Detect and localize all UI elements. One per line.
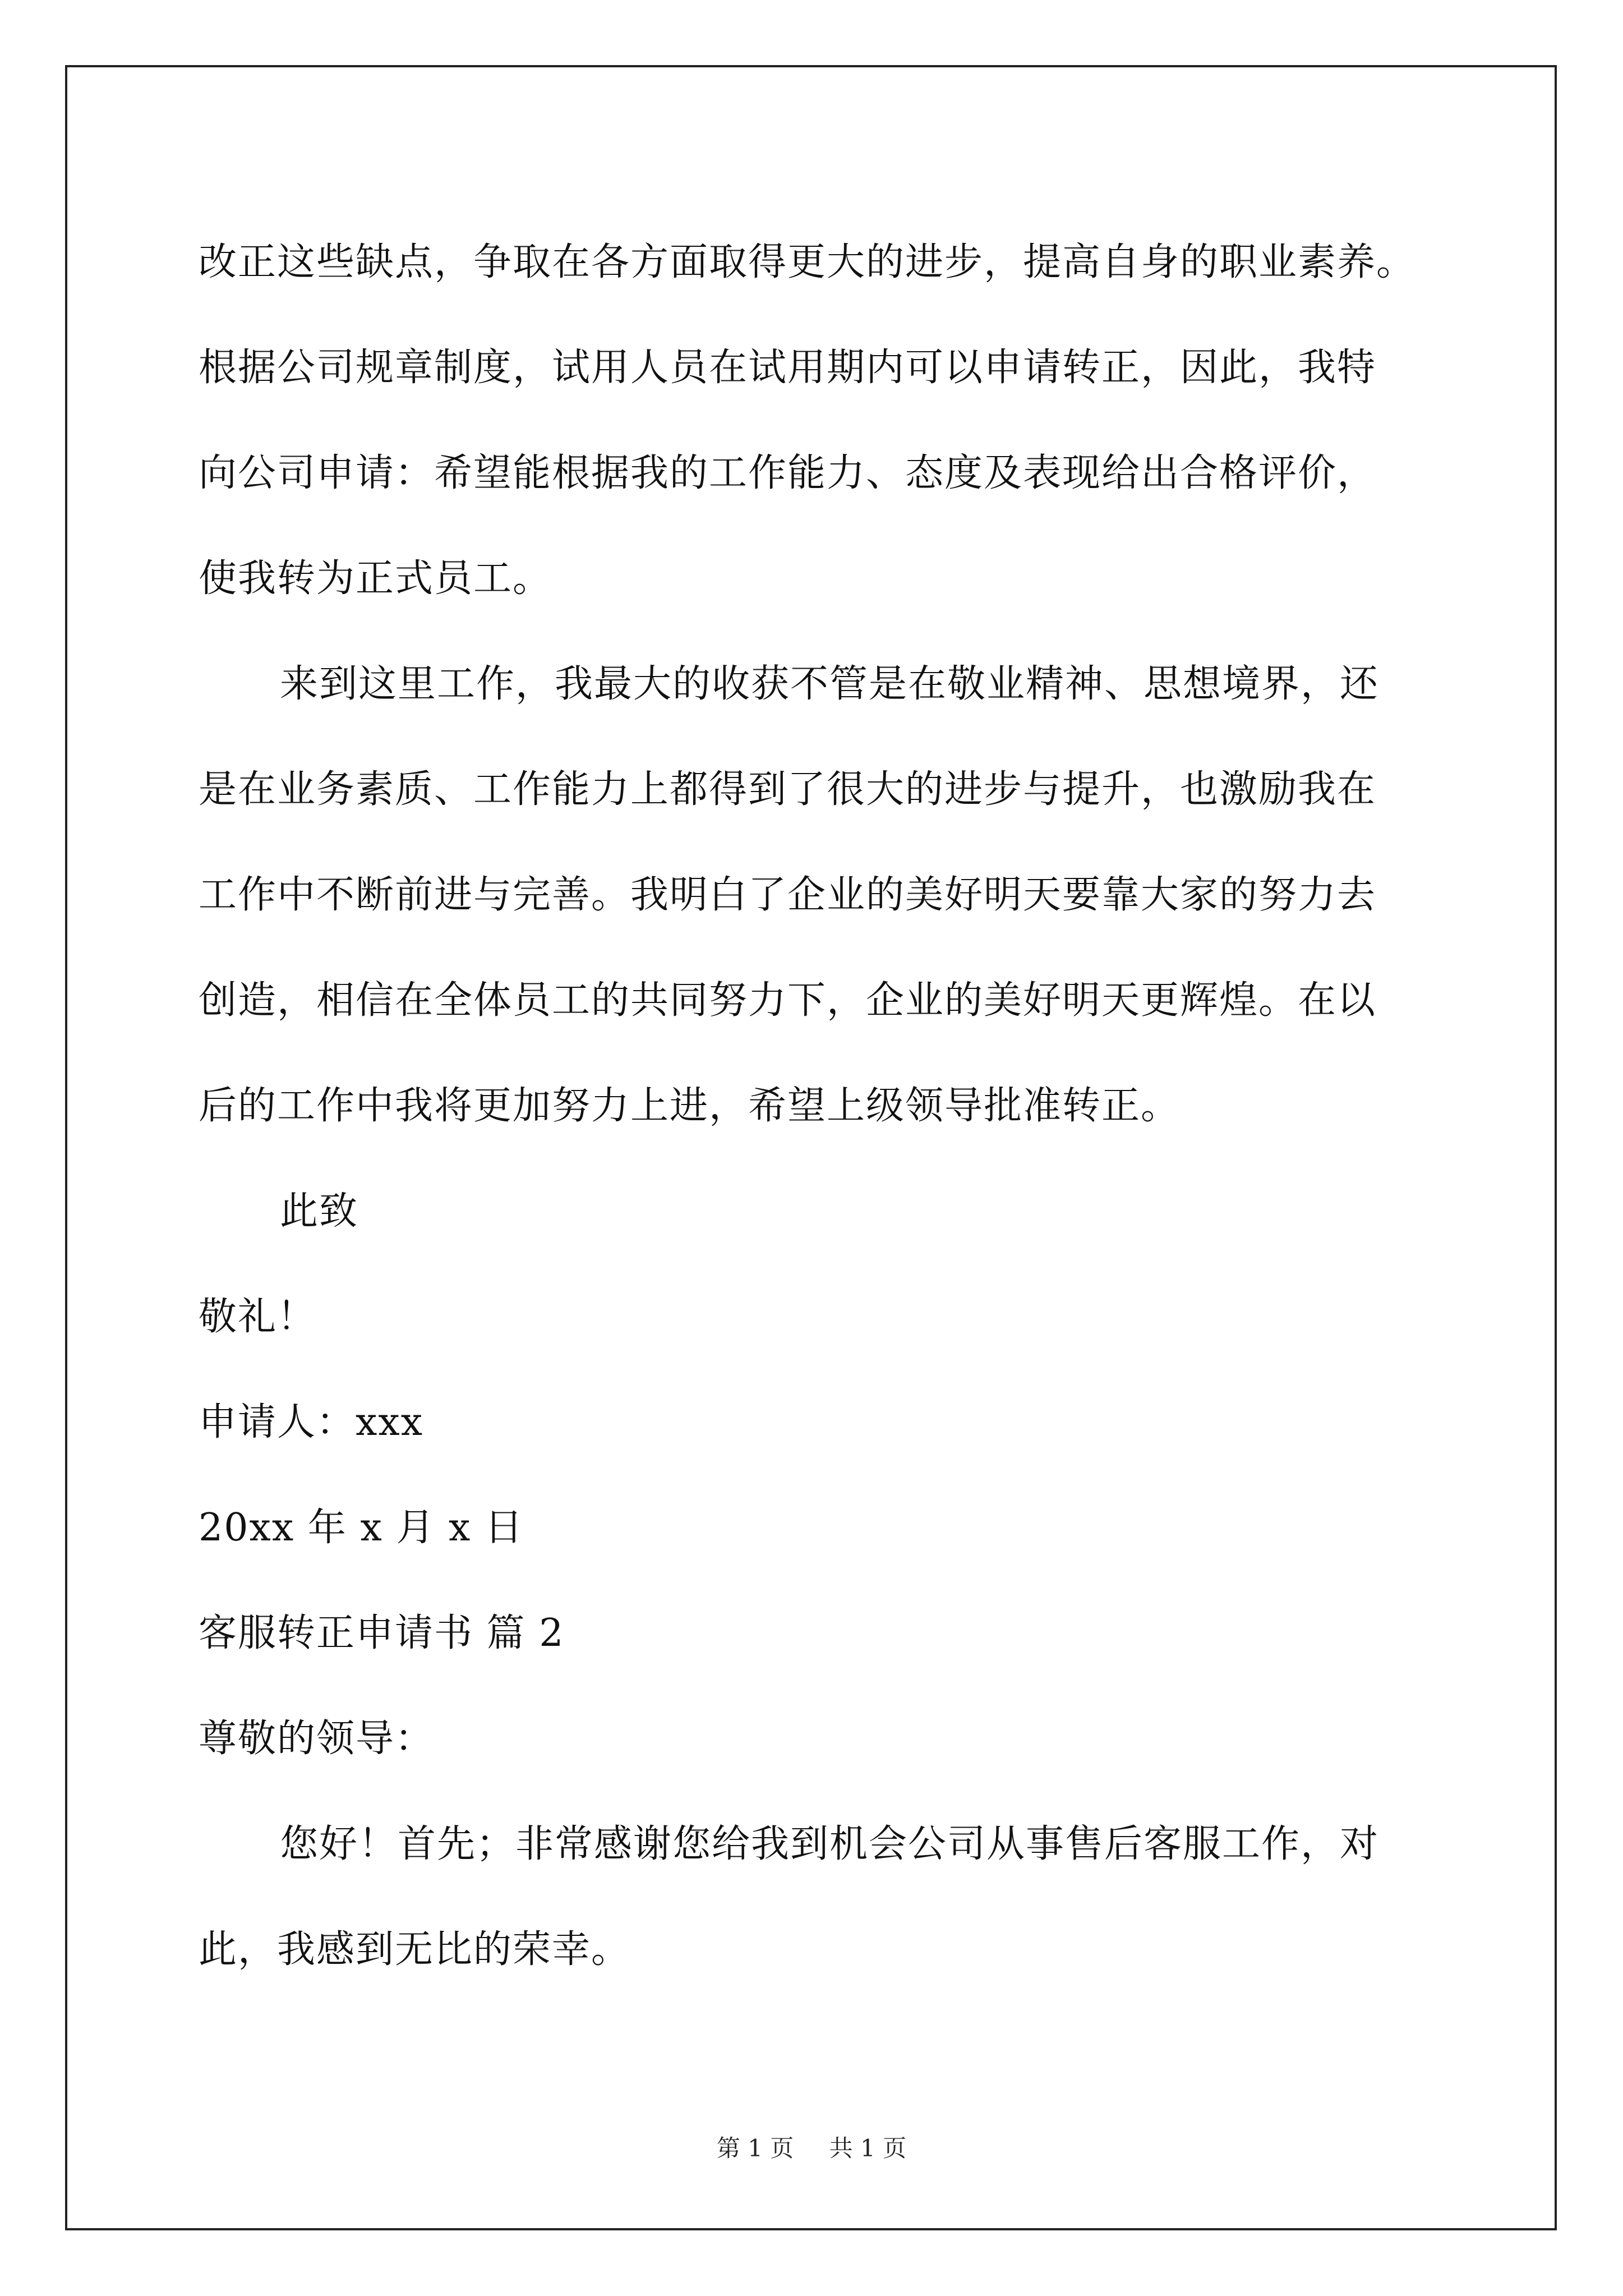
date-line: 20xx 年 x 月 x 日 [199, 1506, 524, 1550]
paragraph-line: 根据公司规章制度，试用人员在试用期内可以申请转正，因此，我特 [199, 346, 1377, 390]
page-number: 第 1 页 [716, 2134, 794, 2162]
paragraph-line: 此，我感到无比的荣幸。 [199, 1927, 631, 1972]
applicant-line: 申请人：xxx [199, 1400, 424, 1444]
paragraph-line: 工作中不断前进与完善。我明白了企业的美好明天要靠大家的努力去 [199, 873, 1377, 917]
paragraph-line: 向公司申请：希望能根据我的工作能力、态度及表现给出合格评价， [199, 451, 1377, 495]
paragraph-line: 您好！首先；非常感谢您给我到机会公司从事售后客服工作，对 [280, 1822, 1380, 1866]
closing-regards: 敬礼！ [199, 1295, 317, 1339]
paragraph-line: 改正这些缺点，争取在各方面取得更大的进步，提高自身的职业素养。 [199, 240, 1416, 284]
closing-salutation: 此致 [280, 1189, 359, 1234]
section-heading: 客服转正申请书 篇 2 [199, 1611, 565, 1655]
paragraph-line: 来到这里工作，我最大的收获不管是在敬业精神、思想境界，还 [280, 662, 1380, 706]
page-footer [0, 2132, 1623, 2165]
greeting-line: 尊敬的领导： [199, 1717, 435, 1761]
document-body [199, 210, 1488, 2003]
paragraph-line: 创造，相信在全体员工的共同努力下，企业的美好明天更辉煌。在以 [199, 978, 1377, 1023]
paragraph-line: 是在业务素质、工作能力上都得到了很大的进步与提升，也激励我在 [199, 767, 1377, 812]
page-total: 共 1 页 [829, 2134, 907, 2162]
paragraph-line: 后的工作中我将更加努力上进，希望上级领导批准转正。 [199, 1084, 1181, 1128]
paragraph-line: 使我转为正式员工。 [199, 556, 552, 601]
